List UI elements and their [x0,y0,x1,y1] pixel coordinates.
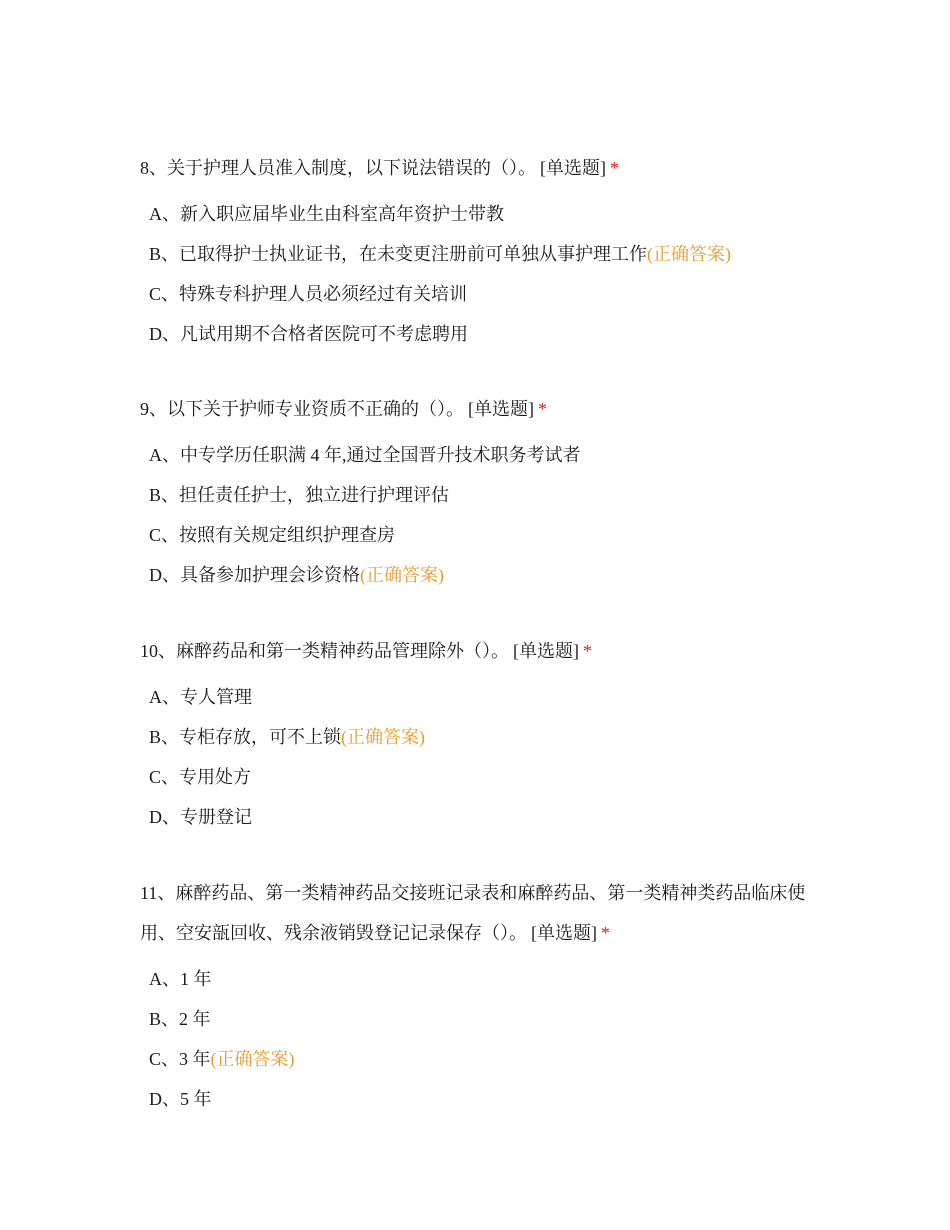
option-letter: B、 [149,485,180,505]
question-11 [140,873,830,1119]
question-type: [单选题] [540,158,606,178]
question-type: [单选题] [513,641,579,661]
correct-answer-label: (正确答案) [647,244,732,264]
question-10 [140,631,830,837]
option-d [140,1079,830,1119]
option-text: 中专学历任职满 4 年,通过全国晋升技术职务考试者 [180,445,581,465]
option-text: 专册登记 [180,807,252,827]
option-letter: D、 [149,565,180,585]
option-list [140,435,830,595]
required-mark: * [538,399,547,419]
question-text [140,873,830,953]
question-number: 11、 [140,883,176,903]
option-letter: C、 [149,767,180,787]
option-text: 专用处方 [179,767,252,787]
option-text: 3 年 [179,1049,211,1069]
question-text [140,148,830,188]
option-a [140,677,830,717]
option-d [140,797,830,837]
question-type: [单选题] [468,399,534,419]
option-text: 凡试用期不合格者医院可不考虑聘用 [180,324,468,344]
correct-answer-label: (正确答案) [341,727,426,747]
option-c [140,274,830,314]
option-text: 新入职应届毕业生由科室高年资护士带教 [180,204,504,224]
option-letter: A、 [149,687,180,707]
required-mark: * [610,158,619,178]
question-text [140,389,830,429]
question-stem: 麻醉药品、第一类精神药品交接班记录表和麻醉药品、第一类精神类药品临床使用、空安瓿回收、残余液销毁登记记录保存（）。 [140,883,806,943]
option-b [140,999,830,1039]
option-letter: C、 [149,1049,180,1069]
option-letter: A、 [149,969,180,989]
question-number: 10、 [140,641,176,661]
option-b [140,234,830,274]
option-b [140,717,830,757]
option-text: 具备参加护理会诊资格 [180,565,360,585]
option-c [140,1039,830,1079]
question-stem: 关于护理人员准入制度，以下说法错误的（）。 [167,158,536,178]
option-text: 1 年 [180,969,212,989]
option-letter: B、 [149,244,180,264]
option-letter: A、 [149,204,180,224]
question-number: 8、 [140,158,167,178]
question-number: 9、 [140,399,167,419]
option-letter: B、 [149,1009,180,1029]
question-9 [140,389,830,595]
option-letter: C、 [149,525,180,545]
correct-answer-label: (正确答案) [360,565,444,585]
option-text: 特殊专科护理人员必须经过有关培训 [179,284,468,304]
option-d [140,555,830,595]
option-text: 按照有关规定组织护理查房 [179,525,396,545]
option-text: 专柜存放，可不上锁 [179,727,342,747]
option-text: 5 年 [180,1089,212,1109]
required-mark: * [601,923,610,943]
option-c [140,515,830,555]
option-a [140,959,830,999]
option-letter: D、 [149,324,180,344]
option-list [140,194,830,354]
question-stem: 以下关于护师专业资质不正确的（）。 [167,399,464,419]
question-text [140,631,830,671]
option-text: 已取得护士执业证书，在未变更注册前可单独从事护理工作 [179,244,648,264]
option-b [140,475,830,515]
option-d [140,314,830,354]
option-letter: A、 [149,445,180,465]
option-letter: C、 [149,284,180,304]
option-list [140,677,830,837]
question-stem: 麻醉药品和第一类精神药品管理除外（）。 [176,641,509,661]
correct-answer-label: (正确答案) [210,1049,295,1069]
option-text: 担任责任护士，独立进行护理评估 [179,485,450,505]
option-letter: D、 [149,1089,180,1109]
option-letter: D、 [149,807,180,827]
question-type: [单选题] [531,923,597,943]
option-c [140,757,830,797]
option-text: 专人管理 [180,687,252,707]
option-a [140,194,830,234]
question-8 [140,148,830,354]
option-text: 2 年 [179,1009,211,1029]
option-letter: B、 [149,727,180,747]
option-a [140,435,830,475]
option-list [140,959,830,1119]
required-mark: * [583,641,592,661]
